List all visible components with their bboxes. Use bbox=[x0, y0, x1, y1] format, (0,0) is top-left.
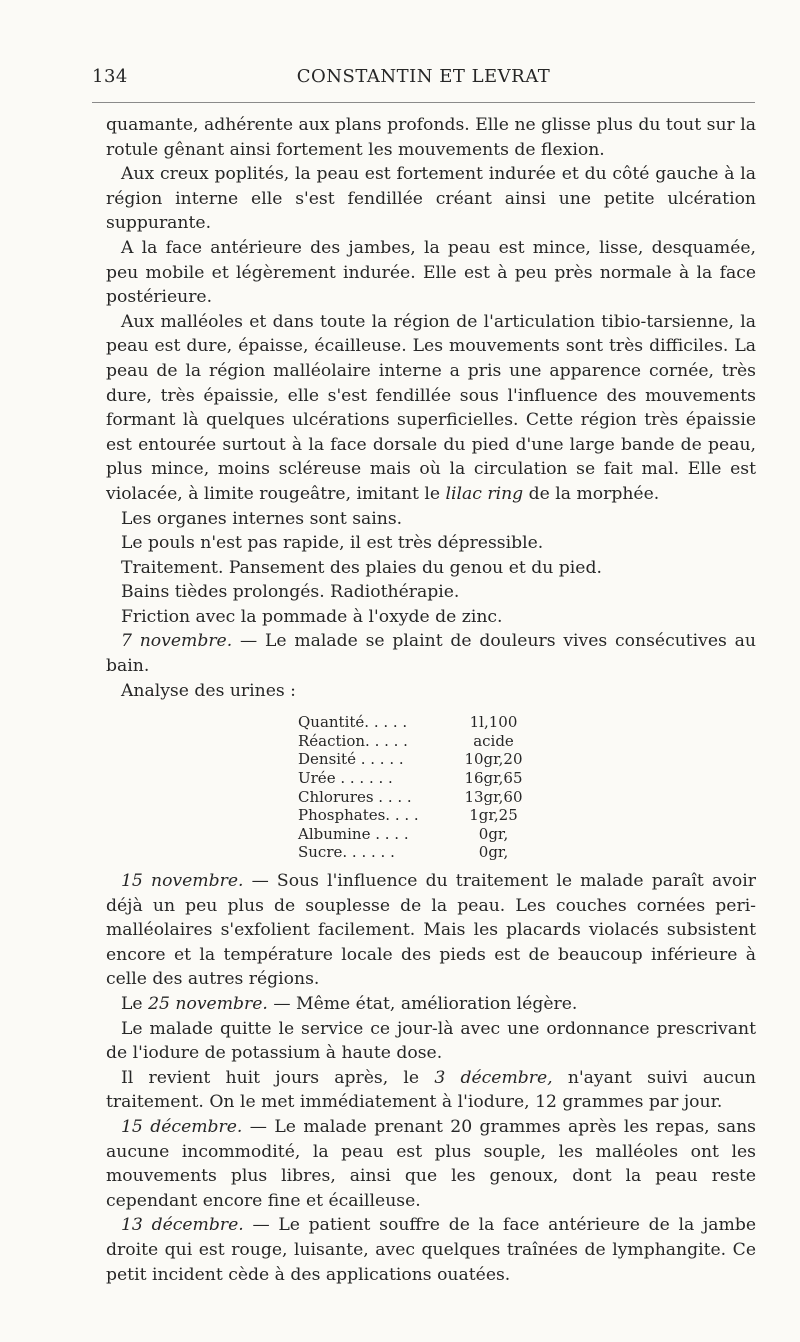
paragraph: Traitement. Pansement des plaies du genou et du pied. bbox=[121, 557, 602, 578]
running-title: CONSTANTIN ET LEVRAT bbox=[296, 66, 551, 87]
running-header bbox=[92, 66, 755, 96]
date: 13 décembre. bbox=[121, 1215, 244, 1236]
date: 15 décembre. bbox=[121, 1116, 243, 1137]
table-row: Réaction. . . . . acide bbox=[298, 731, 514, 750]
table-row: Phosphates. . . . 1gr,25 bbox=[298, 806, 518, 825]
header-rule bbox=[92, 102, 755, 103]
italic-term: lilac ring bbox=[445, 483, 524, 504]
body-text bbox=[106, 113, 756, 1287]
paragraph: A la face antérieure des jambes, la peau est mince, lisse, desquamée, peu mobile et légèrement indurée. Elle est à peu près normale à la face postérieure. bbox=[106, 237, 756, 308]
paragraph: Aux creux poplités, la peau est fortement indurée et du côté gauche à la région interne elle s'est fendillée créant ainsi une petite ulcération suppurante. bbox=[106, 164, 756, 234]
paragraph: Analyse des urines : bbox=[121, 680, 296, 701]
table-row: Densité . . . . . 10gr,20 bbox=[298, 750, 523, 769]
table-row: Quantité. . . . . 1l,100 bbox=[298, 713, 518, 732]
page-number: 134 bbox=[92, 66, 128, 87]
paragraph: 15 novembre. — Sous l'influence du traitement le malade paraît avoir déjà un peu plus de souplesse de la peau. Les couches cornées peri-malléolaires s'exfolient facilement. Mais les placards violacés subsistent encore et la température locale des pieds est de beaucoup inférieure à celle des autres régions. bbox=[106, 871, 756, 990]
table-row: Albumine . . . . 0gr, bbox=[298, 824, 509, 843]
paragraph: Le pouls n'est pas rapide, il est très dépressible. bbox=[121, 533, 544, 554]
paragraph: 7 novembre. — Le malade se plaint de douleurs vives consécutives au bain. bbox=[106, 631, 756, 677]
date: 25 novembre. bbox=[148, 993, 268, 1014]
paragraph: 13 décembre. — Le patient souffre de la face antérieure de la jambe droite qui est rouge, luisante, avec quelques traînées de lymphangite. Ce petit incident cède à des applications ouatées. bbox=[106, 1215, 756, 1285]
table-row: Urée . . . . . . 16gr,65 bbox=[298, 769, 523, 788]
paragraph: Bains tièdes prolongés. Radiothérapie. bbox=[121, 582, 460, 603]
urine-analysis-table bbox=[298, 713, 541, 862]
paragraph: 15 décembre. — Le malade prenant 20 grammes après les repas, sans aucune incommodité, la peau est plus souple, les malléoles ont les mouvements plus libres, ainsi que les genoux, dont la peau reste cependant encore fine et écailleuse. bbox=[106, 1116, 756, 1211]
paragraph: Aux malléoles et dans toute la région de l'articulation tibio-tarsienne, la peau est dure, épaisse, écailleuse. Les mouvements sont très difficiles. La peau de la région malléolaire interne a pris une apparence cornée, très dure, très épaissie, elle s'est fendillée sous l'influence des mouvements formant là quelques ulcérations superficielles. Cette région très épaissie est entourée surtout à la face dorsale du pied d'une large bande de peau, plus mince, moins scléreuse mais où la circulation se fait mal. Elle est violacée, à limite rougeâtre, imitant le lilac ring de la morphée. bbox=[106, 311, 756, 504]
table-row: Chlorures . . . . 13gr,60 bbox=[298, 787, 523, 806]
paragraph: Le malade quitte le service ce jour-là avec une ordonnance prescrivant de l'iodure de potassium à haute dose. bbox=[106, 1018, 756, 1064]
paragraph: Friction avec la pommade à l'oxyde de zinc. bbox=[121, 606, 503, 627]
paragraph: Le 25 novembre. — Même état, amélioration légère. bbox=[121, 993, 578, 1014]
date: 15 novembre. bbox=[121, 871, 244, 891]
date: 7 novembre. bbox=[121, 631, 233, 652]
date: 3 décembre, bbox=[434, 1067, 553, 1088]
paragraph: Les organes internes sont sains. bbox=[121, 508, 403, 529]
paragraph: quamante, adhérente aux plans profonds. Elle ne glisse plus du tout sur la rotule gênant ainsi fortement les mouvements de flexion. bbox=[106, 115, 756, 160]
table-row: Sucre. . . . . . 0gr, bbox=[298, 843, 509, 862]
paragraph: Il revient huit jours après, le 3 décembre, n'ayant suivi aucun traitement. On le met immédiatement à l'iodure, 12 grammes par jour. bbox=[106, 1067, 756, 1113]
